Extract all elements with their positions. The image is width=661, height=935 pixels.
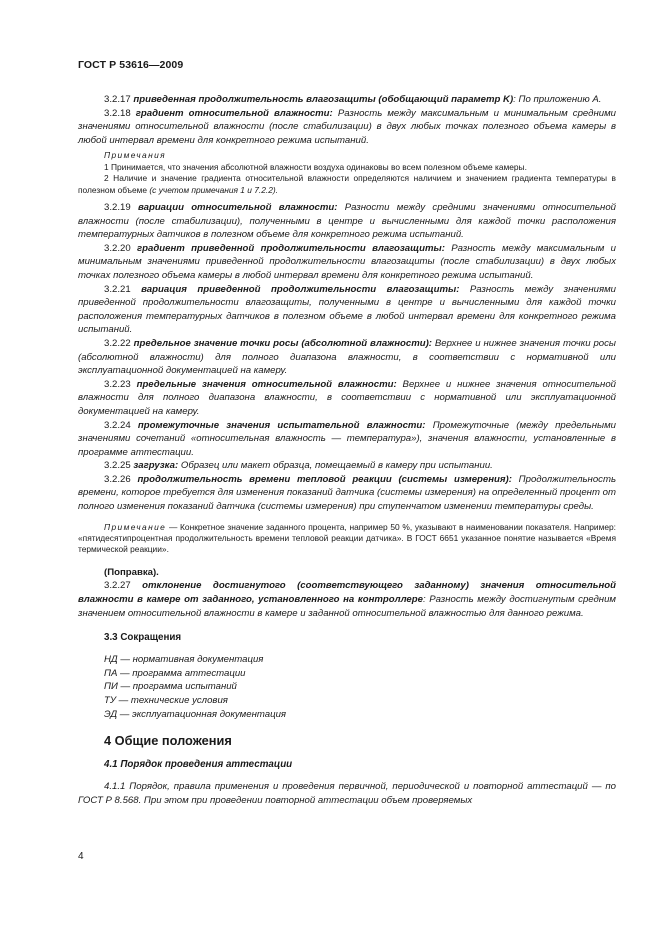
item-3-2-27: 3.2.27 отклонение достигнутого (соответствующего заданному) значения относительной влажности в камере от заданного, установленного на контроллере: Разность между достигнутым средним значением относительной влажности в камере и заданной относительной влажностью для данного режима. (78, 580, 616, 619)
definition: Образец или макет образца, помещаемый в камеру при испытании. (178, 460, 493, 472)
definition: : По приложению А. (513, 94, 602, 105)
abbr-item: ЭД — эксплуатационная документация (104, 708, 287, 720)
note-label: Примечание (104, 521, 167, 532)
abbreviations-list (78, 653, 616, 722)
term: вариации относительной влажности: (137, 202, 338, 213)
definition: Разность между максимальным и минимальным средними значениями относительной влажности (после стабилизации) в двух любых точках полезного объема камеры в любой интервал времени для конкретного режима испытаний. (78, 107, 616, 146)
term: вариация приведенной продолжительности влагозащиты: (141, 283, 460, 295)
section-4-1-title: 4.1 Порядок проведения аттестации (104, 759, 293, 771)
section-3-3-title: 3.3 Сокращения (104, 632, 182, 644)
definition: Верхнее и нижнее значения относительной влажности для полного диапазона влажности, в соответствии с нормативной или эксплуатационной документацией на камеру. (78, 378, 617, 417)
item-3-2-23: 3.2.23 предельные значения относительной влажности: Верхнее и нижнее значения относительной влажности для полного диапазона влажности, в соответствии с нормативной или эксплуатационной документацией на камеру. (78, 378, 617, 417)
abbr-item: НД — нормативная документация (104, 653, 264, 665)
notes-block (78, 150, 616, 196)
document-body (78, 93, 616, 807)
term: продолжительность времени тепловой реакции (системы измерения): (137, 473, 512, 485)
term: градиент приведенной продолжительности влагозащиты: (137, 242, 445, 254)
note-text: — Конкретное значение заданного процента, например 50 %, указывают в наименовании показателя. Например: «пятидесятипроцентная продолжительность времени тепловой реакции датчика». В ГОСТ 6651 указанное понятие называется «Время термической реакции». (78, 521, 616, 555)
term: отклонение достигнутого (соответствующего заданному) значения относительной влажности в камере от заданного, установленного на контроллере (78, 580, 616, 606)
abbr-item: ПА — программа аттестации (104, 667, 246, 679)
item-3-2-19: 3.2.19 вариации относительной влажности: Разности между средними значениями относительной влажности (после стабилизации), полученными в центре и вычисленными для каждой точки расположения температурных датчиков в полезном объеме для конкретного режима испытаний. (78, 202, 616, 241)
item-3-2-18: 3.2.18 градиент относительной влажности: Разность между максимальным и минимальным средними значениями относительной влажности (после стабилизации) в двух любых точках полезного объема камеры в любой интервал времени для конкретного режима испытаний. (78, 107, 616, 146)
term: предельное значение точки росы (абсолютной влажности): (133, 337, 432, 349)
term: предельные значения относительной влажности: (136, 378, 397, 390)
term: приведенная продолжительность влагозащиты (обобщающий параметр K) (133, 94, 514, 105)
section-4-title: 4 Общие положения (104, 733, 232, 749)
item-3-2-22: 3.2.22 предельное значение точки росы (абсолютной влажности): Верхнее и нижнее значения точки росы (абсолютной влажности) для полного диапазона влажности, в соответствии с нормативной или эксплуатационной документацией на камеру. (78, 337, 616, 377)
definition: Разности между средними значениями относительной влажности (после стабилизации), полученными в центре и вычисленными для каждой точки расположения температурных датчиков в полезном объеме для конкретного режима испытаний. (78, 202, 616, 241)
item-3-2-26: 3.2.26 продолжительность времени тепловой реакции (системы измерения): Продолжительность времени, которое требуется для изменения показаний датчика (системы измерения) на определенный процент от полного изменения показаний датчика (системы измерения) при ступенчатом изменении температуры среды. (78, 473, 616, 513)
definition: Верхнее и нижнее значения точки росы (абсолютной влажности) для полного диапазона влажности, в соответствии с нормативной или эксплуатационной документацией на камеру. (78, 337, 616, 377)
abbr-item: ТУ — технические условия (104, 694, 228, 706)
term: загрузка: (133, 460, 179, 472)
abbr-item: ПИ — программа испытаний (104, 681, 237, 693)
item-3-2-17: 3.2.17 приведенная продолжительность влагозащиты (обобщающий параметр K): По приложению А. (104, 94, 602, 105)
definition: Разность между максимальным и минимальным значениями приведенной продолжительности влагозащиты (после стабилизации) в двух любых точках полезного объема камеры в любой интервал времени для конкретного режима испытаний. (78, 242, 616, 281)
definition: Разность между значениями приведенной продолжительности влагозащиты, полученными в центре и вычисленными для каждой точки расположения температурных датчиков в полезном объеме в любой интервал времени для конкретного режима испытаний. (78, 283, 616, 336)
term: градиент относительной влажности: (135, 107, 333, 119)
item-3-2-21: 3.2.21 вариация приведенной продолжительности влагозащиты: Разность между значениями приведенной продолжительности влагозащиты, полученными в центре и вычисленными для каждой точки расположения температурных датчиков в полезном объеме в любой интервал времени для конкретного режима испытаний. (78, 283, 616, 336)
page-header-title: ГОСТ Р 53616—2009 (78, 59, 184, 71)
note-3-2-26 (78, 522, 616, 556)
item-3-2-24: 3.2.24 промежуточные значения испытательной влажности: Промежуточные (между предельными значениями сочетаний «относительная влажность — температура»), значения влажности, установленные в программе аттестации. (78, 419, 616, 458)
para-4-1-1: 4.1.1 Порядок, правила применения и проведения первичной, периодической и повторной аттестаций — по ГОСТ Р 8.568. При этом при проведении повторной аттестации объем проверяемых (78, 780, 616, 806)
term: промежуточные значения испытательной влажности: (137, 419, 426, 431)
amendment: (Поправка). (104, 566, 159, 578)
definition: Продолжительность времени, которое требуется для изменения показаний датчика (системы измерения) на определенный процент от полного изменения показаний датчика (системы измерения) при ступенчатом изменении температуры среды. (78, 473, 616, 513)
item-3-2-25: 3.2.25 загрузка: Образец или макет образца, помещаемый в камеру при испытании. (104, 460, 493, 472)
notes-label: Примечания (104, 150, 167, 161)
note-line-2: 2 Наличие и значение градиента относительной влажности определяются наличием и значением градиента температуры в полезном объеме (с учетом примечания 1 и 7.2.2). (78, 173, 616, 195)
definition: : Разность между достигнутым средним значением относительной влажности в камере и заданной относительной влажностью для данного режима. (78, 594, 616, 619)
note-line-1: 1 Принимается, что значения абсолютной влажности воздуха одинаковы во всем полезном объеме камеры. (104, 161, 527, 172)
item-3-2-20: 3.2.20 градиент приведенной продолжительности влагозащиты: Разность между максимальным и минимальным значениями приведенной продолжительности влагозащиты (после стабилизации) в двух любых точках полезного объема камеры в любой интервал времени для конкретного режима испытаний. (78, 242, 616, 281)
page-number: 4 (78, 851, 84, 862)
definition: Промежуточные (между предельными значениями сочетаний «относительная влажность — температура»), значения влажности, установленные в программе аттестации. (78, 419, 616, 458)
